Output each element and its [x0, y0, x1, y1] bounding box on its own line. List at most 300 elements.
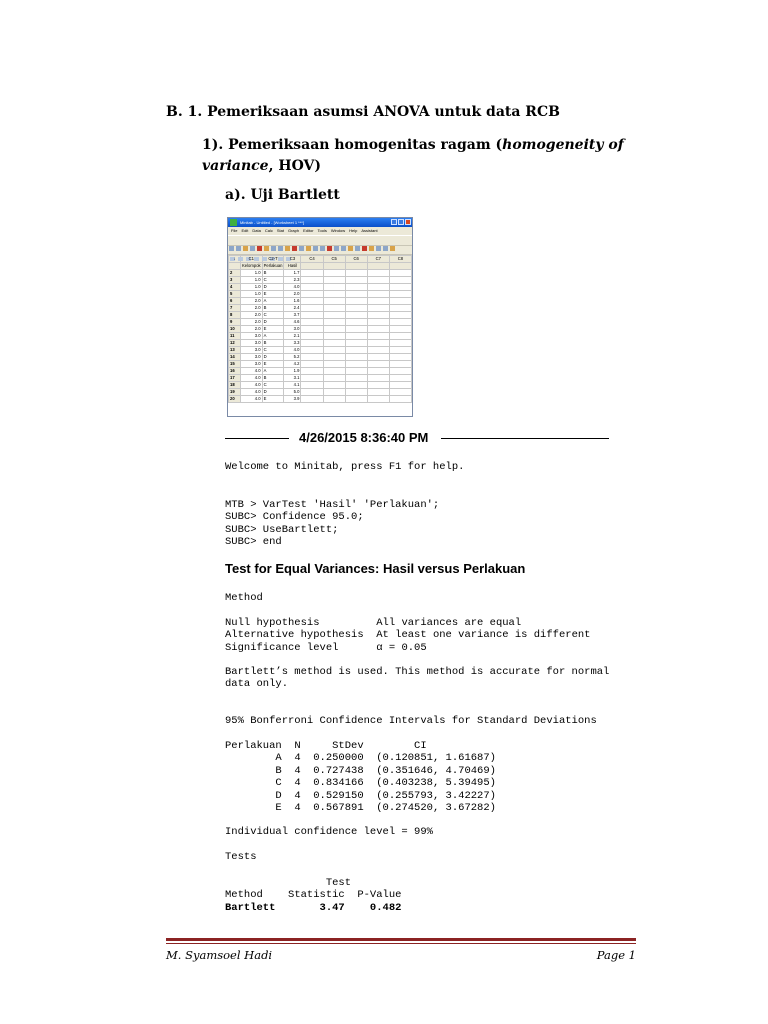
worksheet-row — [229, 326, 412, 333]
ci-n: 4 — [294, 764, 314, 777]
toolbar-icon — [238, 257, 243, 261]
cell-empty — [323, 284, 345, 291]
ci-row — [225, 790, 496, 802]
cell-empty — [323, 368, 345, 375]
cell-empty — [389, 389, 411, 396]
cell-perlakuan: C — [262, 347, 284, 354]
column-name: Hasil — [284, 263, 301, 270]
hypothesis-label: Null hypothesis — [225, 617, 377, 629]
worksheet-column-names — [229, 263, 412, 270]
cell-empty — [301, 382, 323, 389]
toolbar-icon — [243, 246, 248, 251]
ci-table — [225, 740, 496, 814]
cell-empty — [389, 361, 411, 368]
tests-method: Bartlett — [225, 901, 289, 914]
cell-perlakuan: D — [262, 354, 284, 361]
toolbar-icon — [250, 246, 255, 251]
row-number: 4 — [229, 284, 241, 291]
row-number: 10 — [229, 326, 241, 333]
hypothesis-value: α = 0.05 — [376, 641, 427, 654]
tests-header-top: Test — [225, 877, 352, 889]
cell-empty — [323, 270, 345, 277]
ci-interval: (0.403238, 5.39495) — [376, 777, 496, 790]
toolbar-icon — [271, 246, 276, 251]
cell-empty — [367, 382, 389, 389]
column-id: C7 — [367, 256, 389, 263]
ci-group: C — [225, 777, 295, 790]
footer-rule-thick — [166, 938, 636, 941]
cell-perlakuan: B — [262, 270, 284, 277]
menu-item-file[interactable]: File — [231, 228, 238, 233]
worksheet-row — [229, 305, 412, 312]
column-name — [389, 263, 411, 270]
cell-empty — [345, 389, 367, 396]
cell-empty — [345, 347, 367, 354]
cell-empty — [323, 375, 345, 382]
worksheet-row — [229, 291, 412, 298]
hypothesis-row — [225, 617, 590, 629]
cell-empty — [345, 340, 367, 347]
cell-empty — [367, 396, 389, 403]
cell-hasil: 3.7 — [284, 312, 301, 319]
menu-item-help[interactable]: Help — [349, 228, 358, 233]
minitab-title: Minitab - Untitled - [Worksheet 1 ***] — [240, 220, 304, 225]
cell-empty — [367, 389, 389, 396]
cell-empty — [389, 298, 411, 305]
worksheet-row — [229, 361, 412, 368]
cell-empty — [345, 312, 367, 319]
cell-kelompok: 3.0 — [241, 347, 263, 354]
cell-empty — [301, 284, 323, 291]
hypothesis-value: At least one variance is different — [376, 629, 591, 642]
cell-empty — [301, 340, 323, 347]
session-rule-left — [225, 438, 289, 439]
column-id: C5 — [323, 256, 345, 263]
cell-empty — [323, 354, 345, 361]
cell-empty — [367, 340, 389, 347]
cell-empty — [345, 291, 367, 298]
column-name — [323, 263, 345, 270]
row-number: 12 — [229, 340, 241, 347]
worksheet-row — [229, 396, 412, 403]
row-number: 14 — [229, 354, 241, 361]
column-id: C8 — [389, 256, 411, 263]
cell-hasil: 4.0 — [284, 347, 301, 354]
cell-empty — [345, 361, 367, 368]
cell-hasil: 1.7 — [284, 270, 301, 277]
cell-kelompok: 1.0 — [241, 291, 263, 298]
column-name — [301, 263, 323, 270]
cell-kelompok: 4.0 — [241, 368, 263, 375]
worksheet-row — [229, 347, 412, 354]
window-controls — [390, 219, 411, 228]
tests-statistic: 3.47 — [288, 901, 358, 914]
cell-perlakuan: D — [262, 389, 284, 396]
cell-kelompok: 3.0 — [241, 340, 263, 347]
menu-item-calc[interactable]: Calc — [264, 228, 273, 233]
cell-empty — [389, 312, 411, 319]
ci-title: 95% Bonferroni Confidence Intervals for Standard Deviations — [225, 715, 597, 727]
toolbar-icon — [229, 246, 234, 251]
column-id: C2-T — [262, 256, 284, 263]
hypothesis-label: Significance level — [225, 641, 377, 654]
worksheet-row — [229, 368, 412, 375]
hypothesis-row — [225, 629, 590, 641]
cell-empty — [389, 291, 411, 298]
cell-empty — [301, 298, 323, 305]
tests-row — [225, 902, 401, 914]
cell-empty — [345, 368, 367, 375]
command-line: SUBC> UseBartlett; — [225, 523, 339, 536]
worksheet-row — [229, 277, 412, 284]
cell-empty — [323, 361, 345, 368]
tests-table — [225, 877, 401, 914]
toolbar-icon — [257, 246, 262, 251]
cell-perlakuan: D — [262, 319, 284, 326]
cell-empty — [345, 326, 367, 333]
close-icon — [405, 219, 411, 225]
column-id: C6 — [345, 256, 367, 263]
cell-empty — [389, 375, 411, 382]
subsection-suffix: , HOV) — [268, 158, 322, 174]
cell-empty — [301, 277, 323, 284]
worksheet-row — [229, 375, 412, 382]
cell-kelompok: 1.0 — [241, 284, 263, 291]
ci-header-row — [225, 740, 496, 752]
worksheet-row — [229, 382, 412, 389]
cell-empty — [323, 305, 345, 312]
tests-pvalue: 0.482 — [357, 901, 402, 914]
ci-header: CI — [414, 740, 427, 752]
worksheet-row — [229, 270, 412, 277]
cell-empty — [323, 312, 345, 319]
cell-empty — [345, 298, 367, 305]
footer-author: M. Syamsoel Hadi — [166, 948, 273, 962]
ci-n: 4 — [294, 789, 314, 802]
test-title: Test for Equal Variances: Hasil versus Perlakuan — [225, 561, 526, 576]
method-label: Method — [225, 592, 263, 604]
cell-empty — [345, 396, 367, 403]
cell-perlakuan: B — [262, 305, 284, 312]
worksheet-row — [229, 333, 412, 340]
menu-item-window[interactable]: Window — [330, 228, 346, 233]
row-number: 8 — [229, 312, 241, 319]
minitab-menubar — [228, 227, 412, 235]
cell-perlakuan: E — [262, 396, 284, 403]
cell-empty — [367, 298, 389, 305]
cell-hasil: 4.2 — [284, 361, 301, 368]
cell-empty — [345, 284, 367, 291]
toolbar-icon — [292, 246, 297, 251]
cell-empty — [367, 291, 389, 298]
cell-empty — [389, 368, 411, 375]
cell-empty — [301, 368, 323, 375]
tests-header: Statistic — [288, 889, 358, 902]
toolbar-icon — [264, 246, 269, 251]
worksheet-row — [229, 340, 412, 347]
cell-empty — [389, 333, 411, 340]
toolbar-icon — [254, 257, 259, 261]
subsection-heading — [202, 135, 632, 177]
cell-perlakuan: E — [262, 291, 284, 298]
cell-empty — [345, 305, 367, 312]
row-number: 6 — [229, 298, 241, 305]
ci-row — [225, 802, 496, 814]
cell-hasil: 3.3 — [284, 340, 301, 347]
cell-empty — [301, 319, 323, 326]
ci-interval: (0.255793, 3.42227) — [376, 789, 496, 802]
row-number: 18 — [229, 382, 241, 389]
ci-interval: (0.274520, 3.67282) — [376, 802, 496, 815]
cell-empty — [301, 305, 323, 312]
ci-row — [225, 777, 496, 789]
cell-kelompok: 2.0 — [241, 305, 263, 312]
cell-kelompok: 4.0 — [241, 375, 263, 382]
menu-item-edit[interactable]: Edit — [241, 228, 249, 233]
ci-stdev: 0.567891 — [313, 802, 377, 815]
cell-empty — [301, 389, 323, 396]
cell-empty — [367, 368, 389, 375]
cell-perlakuan: A — [262, 368, 284, 375]
cell-hasil: 4.1 — [284, 382, 301, 389]
column-id: C1 — [241, 256, 263, 263]
cell-empty — [301, 291, 323, 298]
cell-empty — [345, 277, 367, 284]
tests-label: Tests — [225, 851, 257, 863]
cell-kelompok: 3.0 — [241, 354, 263, 361]
hypothesis-value: All variances are equal — [376, 617, 522, 629]
cell-empty — [345, 319, 367, 326]
cell-hasil: 2.4 — [284, 305, 301, 312]
hypotheses-block — [225, 617, 590, 654]
welcome-text: Welcome to Minitab, press F1 for help. — [225, 461, 465, 473]
cell-hasil: 1.9 — [284, 368, 301, 375]
cell-empty — [323, 347, 345, 354]
cell-perlakuan: C — [262, 382, 284, 389]
cell-kelompok: 2.0 — [241, 312, 263, 319]
toolbar-icon — [362, 246, 367, 251]
ci-n: 4 — [294, 752, 314, 765]
toolbar-icon — [390, 246, 395, 251]
column-name: Kelompok — [242, 263, 261, 269]
ci-group: D — [225, 789, 295, 802]
column-id: C3 — [284, 256, 301, 263]
cell-kelompok: 2.0 — [241, 319, 263, 326]
ci-interval: (0.120851, 1.61687) — [376, 752, 496, 765]
minitab-titlebar — [228, 218, 412, 227]
row-number: 9 — [229, 319, 241, 326]
cell-kelompok: 3.0 — [241, 333, 263, 340]
cell-perlakuan: A — [262, 298, 284, 305]
cell-kelompok: 2.0 — [241, 326, 263, 333]
session-timestamp: 4/26/2015 8:36:40 PM — [299, 430, 429, 445]
toolbar-icon — [341, 246, 346, 251]
worksheet-grid — [228, 255, 412, 403]
cell-empty — [323, 340, 345, 347]
cell-empty — [323, 298, 345, 305]
cell-empty — [301, 354, 323, 361]
toolbar-icon — [236, 246, 241, 251]
cell-hasil: 2.1 — [284, 333, 301, 340]
row-number: 17 — [229, 375, 241, 382]
column-name — [345, 263, 367, 270]
menu-item-graph[interactable]: Graph — [287, 228, 300, 233]
column-name — [229, 263, 241, 270]
subsection-prefix: 1). Pemeriksaan homogenitas ragam ( — [202, 137, 503, 153]
minitab-app-icon — [230, 219, 237, 226]
cell-perlakuan: C — [262, 312, 284, 319]
row-number: 2 — [229, 270, 241, 277]
ci-stdev: 0.250000 — [313, 752, 377, 765]
command-block — [225, 499, 439, 549]
hypothesis-row — [225, 642, 590, 654]
cell-empty — [367, 361, 389, 368]
toolbar-icon — [348, 246, 353, 251]
row-number: 15 — [229, 361, 241, 368]
cell-empty — [301, 326, 323, 333]
cell-empty — [301, 347, 323, 354]
cell-empty — [345, 270, 367, 277]
hypothesis-label: Alternative hypothesis — [225, 629, 377, 642]
worksheet-row — [229, 298, 412, 305]
cell-empty — [367, 319, 389, 326]
toolbar-icon — [376, 246, 381, 251]
row-number: 16 — [229, 368, 241, 375]
toolbar-icon — [383, 246, 388, 251]
cell-empty — [367, 375, 389, 382]
column-name — [367, 263, 389, 270]
cell-perlakuan: D — [262, 284, 284, 291]
ci-n: 4 — [294, 802, 314, 815]
cell-empty — [367, 354, 389, 361]
cell-empty — [345, 333, 367, 340]
row-number: 7 — [229, 305, 241, 312]
row-number: 13 — [229, 347, 241, 354]
command-line: MTB > VarTest 'Hasil' 'Perlakuan'; — [225, 499, 440, 511]
footer-page-number: Page 1 — [596, 948, 636, 962]
cell-empty — [367, 326, 389, 333]
cell-kelompok: 1.0 — [241, 277, 263, 284]
footer-rule-thin — [166, 943, 636, 944]
toolbar-icon — [299, 246, 304, 251]
cell-perlakuan: B — [262, 340, 284, 347]
cell-empty — [389, 319, 411, 326]
toolbar-icon — [369, 246, 374, 251]
toolbar-icon — [262, 257, 267, 261]
column-id: ↓ — [229, 256, 241, 263]
toolbar-icon — [355, 246, 360, 251]
menu-item-data[interactable]: Data — [252, 228, 261, 233]
menu-item-stat[interactable]: Stat — [276, 228, 284, 233]
cell-perlakuan: E — [262, 361, 284, 368]
toolbar-icon — [320, 246, 325, 251]
ci-group: B — [225, 764, 295, 777]
ci-group: A — [225, 752, 295, 765]
subsection-italic: homogeneity of variance — [202, 137, 624, 174]
toolbar-icon — [306, 246, 311, 251]
cell-empty — [301, 270, 323, 277]
cell-kelompok: 4.0 — [241, 396, 263, 403]
minitab-screenshot — [227, 217, 413, 417]
cell-empty — [367, 312, 389, 319]
cell-hasil: 5.2 — [284, 354, 301, 361]
ci-header: Perlakuan — [225, 740, 295, 752]
ci-interval: (0.351646, 4.70469) — [376, 764, 496, 777]
ci-n: 4 — [294, 777, 314, 790]
cell-empty — [367, 277, 389, 284]
section-heading: B. 1. Pemeriksaan asumsi ANOVA untuk data RCB — [166, 104, 560, 120]
row-number: 3 — [229, 277, 241, 284]
cell-empty — [389, 396, 411, 403]
ci-header: N — [294, 740, 333, 752]
ci-stdev: 0.529150 — [313, 789, 377, 802]
cell-empty — [323, 396, 345, 403]
maximize-icon — [398, 219, 404, 225]
cell-empty — [323, 382, 345, 389]
cell-hasil: 2.3 — [284, 277, 301, 284]
cell-hasil: 3.9 — [284, 396, 301, 403]
cell-empty — [323, 277, 345, 284]
ci-row — [225, 752, 496, 764]
bartlett-note: Bartlett’s method is used. This method is accurate for normal data only. — [225, 666, 610, 691]
cell-empty — [389, 326, 411, 333]
individual-confidence: Individual confidence level = 99% — [225, 826, 433, 838]
session-rule-right — [441, 438, 609, 439]
cell-empty — [367, 284, 389, 291]
worksheet-row — [229, 319, 412, 326]
cell-kelompok: 2.0 — [241, 298, 263, 305]
command-line: SUBC> end — [225, 536, 282, 549]
cell-kelompok: 1.0 — [241, 270, 263, 277]
cell-empty — [323, 319, 345, 326]
cell-empty — [301, 396, 323, 403]
cell-kelompok: 4.0 — [241, 389, 263, 396]
column-name: Perlakuan — [263, 263, 283, 269]
cell-empty — [301, 312, 323, 319]
minitab-toolbar — [228, 235, 412, 246]
command-line: SUBC> Confidence 95.0; — [225, 511, 364, 524]
cell-empty — [323, 291, 345, 298]
row-number: 20 — [229, 396, 241, 403]
cell-empty — [367, 305, 389, 312]
cell-empty — [323, 333, 345, 340]
cell-empty — [389, 305, 411, 312]
cell-empty — [345, 354, 367, 361]
tests-header: Method — [225, 889, 289, 902]
toolbar-icon — [278, 246, 283, 251]
cell-empty — [389, 340, 411, 347]
cell-kelompok: 4.0 — [241, 382, 263, 389]
cell-perlakuan: C — [262, 277, 284, 284]
tests-header: P-Value — [357, 889, 402, 902]
toolbar-icon — [334, 246, 339, 251]
menu-item-editor[interactable]: Editor — [303, 228, 314, 233]
toolbar-icon — [313, 246, 318, 251]
column-id: C4 — [301, 256, 323, 263]
tests-header-row — [225, 889, 401, 901]
cell-hasil: 5.0 — [284, 389, 301, 396]
toolbar-icon — [285, 246, 290, 251]
cell-hasil: 4.6 — [284, 319, 301, 326]
cell-empty — [389, 270, 411, 277]
cell-empty — [345, 375, 367, 382]
menu-item-tools[interactable]: Tools — [317, 228, 327, 233]
cell-hasil: 1.6 — [284, 298, 301, 305]
menu-item-assistant[interactable]: Assistant — [361, 228, 378, 233]
ci-stdev: 0.727438 — [313, 764, 377, 777]
worksheet-row — [229, 389, 412, 396]
cell-empty — [389, 382, 411, 389]
